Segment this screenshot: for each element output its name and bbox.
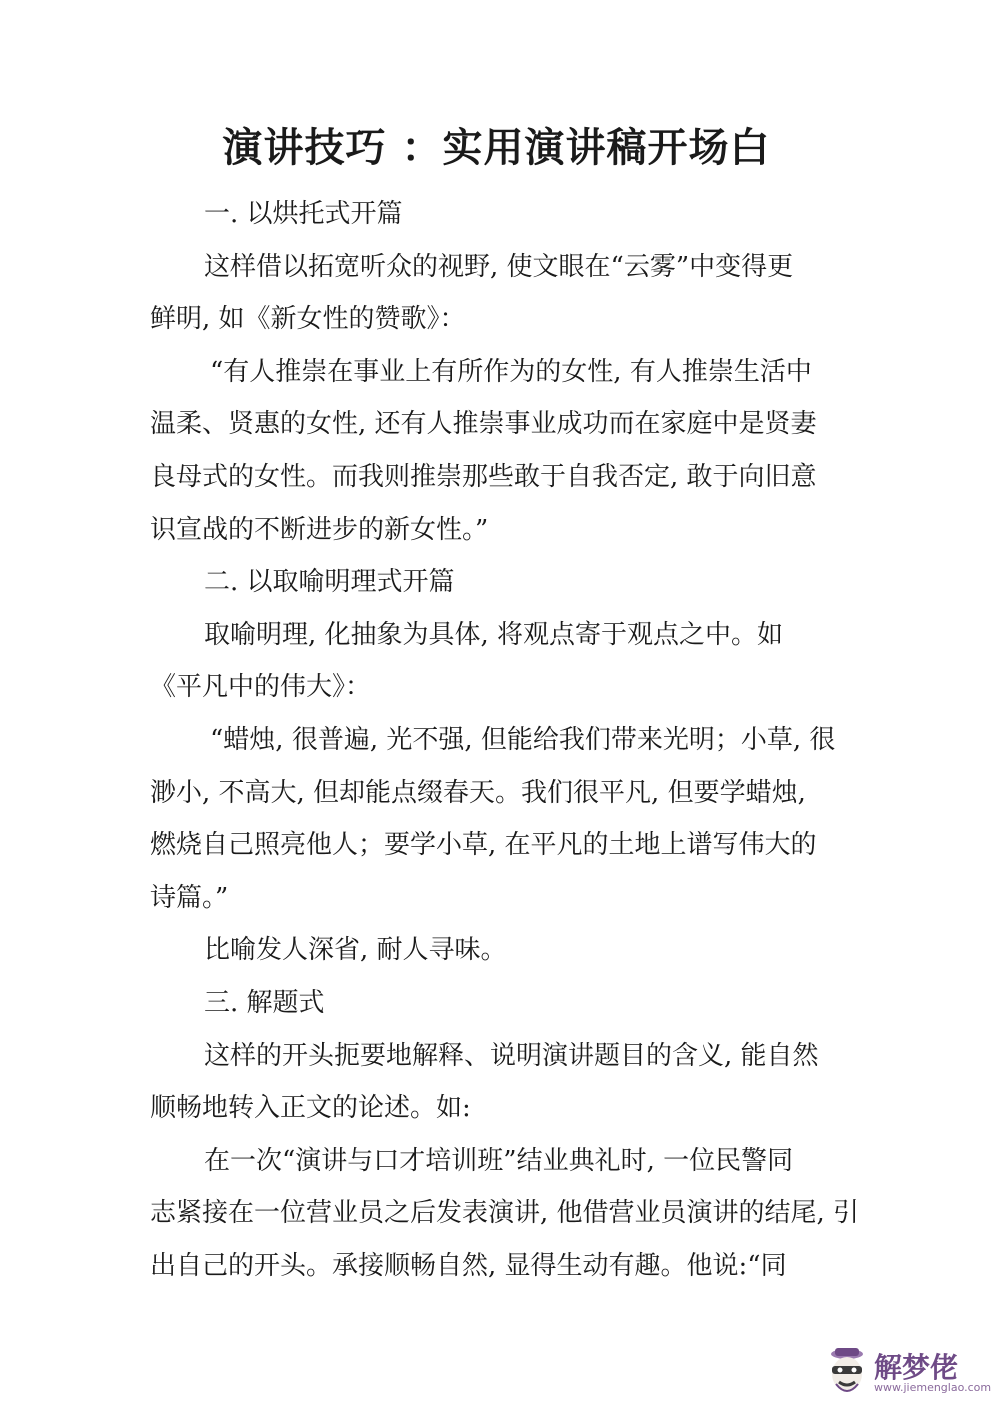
paragraph-line: 这样的开头扼要地解释、说明演讲题目的含义, 能自然: [204, 1040, 819, 1071]
paragraph-line: 渺小, 不高大, 但却能点缀春天。我们很平凡, 但要学蜡烛,: [150, 777, 806, 808]
paragraph-line: 在一次“演讲与口才培训班”结业典礼时, 一位民警同: [204, 1145, 794, 1176]
paragraph-line: 温柔、贤惠的女性, 还有人推崇事业成功而在家庭中是贤妻: [150, 409, 817, 440]
paragraph-line: 取喻明理, 化抽象为具体, 将观点寄于观点之中。如: [204, 619, 784, 650]
paragraph-line: 良母式的女性。而我则推崇那些敢于自我否定, 敢于向旧意: [150, 461, 817, 492]
paragraph-line: 出自己的开头。承接顺畅自然, 显得生动有趣。他说:“同: [150, 1250, 787, 1281]
paragraph-line: 三. 解题式: [204, 987, 325, 1018]
paragraph-line: 《平凡中的伟大》：: [150, 672, 372, 703]
watermark-brand: 解梦佬: [874, 1351, 959, 1384]
paragraph-line: 二. 以取喻明理式开篇: [204, 567, 455, 598]
document-body: [150, 188, 860, 1292]
paragraph-line: 顺畅地转入正文的论述。如:: [150, 1093, 471, 1124]
watermark: [822, 1344, 992, 1400]
document-title: 演讲技巧 ：实用演讲稿开场白: [222, 124, 771, 171]
paragraph-line: “有人推崇在事业上有所作为的女性, 有人推崇生活中: [210, 356, 812, 387]
paragraph-line: 志紧接在一位营业员之后发表演讲, 他借营业员演讲的结尾, 引: [150, 1198, 860, 1229]
paragraph-line: 一. 以烘托式开篇: [204, 199, 403, 229]
paragraph-line: 比喻发人深省, 耐人寻味。: [204, 935, 507, 966]
paragraph-line: 这样借以拓宽听众的视野, 使文眼在“云雾”中变得更: [204, 251, 794, 282]
masked-face-logo-icon: [822, 1344, 872, 1400]
paragraph-line: 燃烧自己照亮他人；要学小草, 在平凡的土地上谱写伟大的: [150, 830, 817, 861]
watermark-url: www.jiemenglao.com: [874, 1381, 992, 1394]
paragraph-line: 鲜明, 如《新女性的赞歌》：: [150, 304, 466, 335]
paragraph-line: 诗篇。”: [150, 882, 229, 913]
paragraph-line: 识宣战的不断进步的新女性。”: [150, 514, 489, 545]
paragraph-line: “蜡烛, 很普遍, 光不强, 但能给我们带来光明；小草, 很: [210, 724, 836, 755]
